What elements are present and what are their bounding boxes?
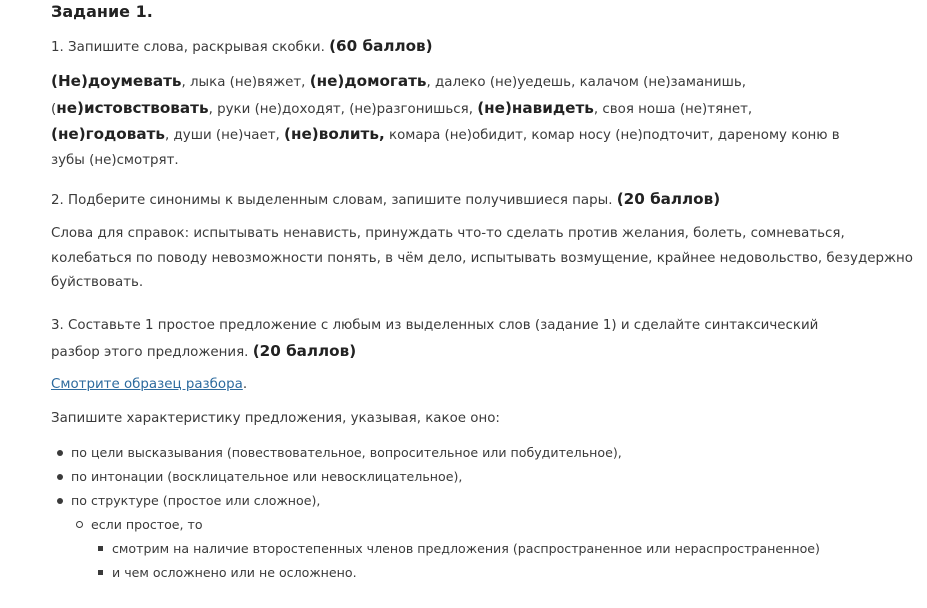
task3-points: (20 баллов)	[252, 341, 357, 360]
bullet-square-icon	[98, 546, 103, 551]
list-item	[71, 443, 622, 463]
bullet-disc-icon	[57, 450, 63, 456]
word-text: , далеко (не)уедешь, калачом (не)заманишь, (	[51, 75, 747, 117]
sample-analysis-link[interactable]: Смотрите образец разбора	[51, 377, 243, 392]
highlighted-word: (не)волить,	[284, 125, 385, 143]
sub-list-item-text: если простое, то	[91, 517, 203, 532]
list-item-text: по цели высказывания (повествовательное, вопросительное или побудительное),	[71, 445, 622, 460]
sub-sub-list-item-text: и чем осложнено или не осложнено.	[112, 565, 357, 580]
task1-prompt-text: 1. Запишите слова, раскрывая скобки.	[51, 40, 325, 55]
task2-prompt	[51, 187, 720, 214]
highlighted-word: (не)годовать	[51, 125, 166, 143]
sub-sub-list-item-text: смотрим на наличие второстепенных членов предложения (распространенное или нераспространенное)	[112, 541, 820, 556]
word-text: , своя ноша (не)тянет,	[593, 101, 753, 117]
sub-sub-list-item	[112, 539, 820, 559]
list-item	[71, 467, 462, 487]
task3-instruction: Запишите характеристику предложения, указывая, какое оно:	[51, 411, 500, 426]
word-text: , лыка (не)вяжет,	[181, 75, 310, 90]
link-suffix: .	[242, 377, 248, 392]
word-text: , души (не)чает,	[165, 128, 285, 143]
highlighted-word: (Не)доумевать	[51, 72, 182, 90]
task-title: Задание 1.	[51, 2, 153, 21]
word-text: комара (не)обидит, комар носу (не)подточит, дареному коню в зубы (не)смотрят.	[51, 128, 840, 168]
task2-hint: Слова для справок: испытывать ненависть, принуждать что-то сделать против желания, болеть, сомневаться, колебаться по поводу невозможности понять, в чём дело, испытывать возмущение, крайнее недовольство, безудержно буйствовать.	[51, 226, 913, 290]
sub-list-item	[91, 515, 203, 535]
list-item	[71, 491, 320, 511]
word-text: , руки (не)доходят, (не)разгонишься,	[208, 101, 478, 117]
highlighted-word: не)истовствовать	[56, 98, 209, 117]
task1-word-list	[51, 69, 871, 173]
bullet-disc-icon	[57, 474, 63, 480]
task3-prompt-text: 3. Составьте 1 простое предложение с любым из выделенных слов (задание 1) и сделайте синтаксический разбор этого предложения.	[51, 318, 819, 360]
task2-points: (20 баллов)	[616, 190, 721, 208]
bullet-square-icon	[98, 570, 103, 575]
highlighted-word: (не)навидеть	[477, 98, 594, 117]
task1-prompt	[51, 34, 433, 61]
task3-prompt	[51, 314, 871, 365]
bullet-circle-icon	[76, 521, 83, 528]
task2-prompt-text: 2. Подберите синонимы к выделенным словам, запишите получившиеся пары.	[51, 193, 613, 208]
highlighted-word: (не)домогать	[309, 72, 427, 90]
list-item-text: по структуре (простое или сложное),	[71, 493, 321, 508]
list-item-text: по интонации (восклицательное или невосклицательное),	[71, 469, 463, 484]
task3-link-line	[51, 373, 247, 398]
task1-points: (60 баллов)	[329, 37, 433, 55]
sub-sub-list-item	[112, 563, 357, 583]
bullet-disc-icon	[57, 498, 63, 504]
